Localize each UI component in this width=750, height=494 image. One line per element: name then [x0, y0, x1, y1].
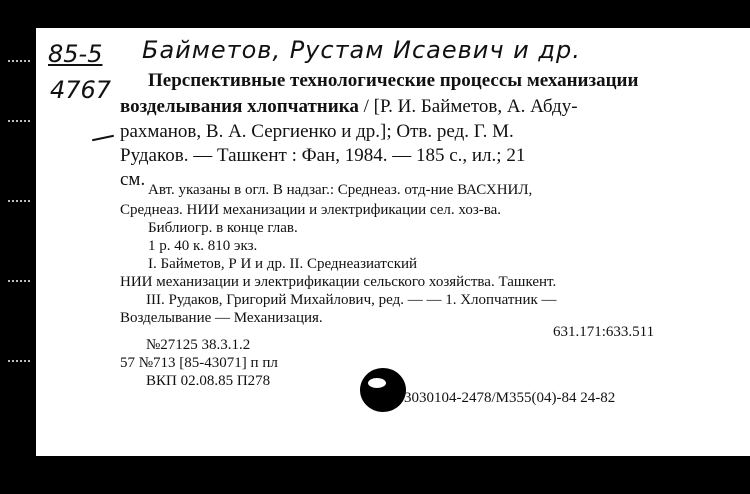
shelfmark-top: 85-5	[48, 40, 103, 68]
title-bold-part: возделывания хлопчатника	[120, 96, 359, 117]
record-registration: ВКП 02.08.85 П278	[146, 373, 271, 389]
title-line-1: Перспективные технологические процессы механизации	[148, 70, 639, 91]
note-institute: Среднеаз. НИИ механизации и электрификации сел. хоз-ва.	[120, 202, 502, 218]
description-line-5: см.	[120, 169, 146, 190]
note-added-entries-1: I. Байметов, Р И и др. II. Среднеазиатский	[148, 256, 418, 272]
record-number: №27125 38.3.1.2	[146, 337, 251, 353]
title-line-2	[120, 96, 578, 118]
record-order: 57 №713 [85-43071] п пл	[120, 355, 278, 371]
note-authors: Авт. указаны в огл. В надзаг.: Среднеаз. отд-ние ВАСХНИЛ,	[148, 182, 533, 198]
note-subjects: Возделывание — Механизация.	[120, 310, 323, 326]
note-bibliography: Библиогр. в конце глав.	[148, 220, 298, 236]
ink-blot	[360, 368, 406, 412]
handwritten-author-note: Байметов, Рустам Исаевич и др.	[142, 36, 581, 64]
note-price: 1 р. 40 к. 810 экз.	[148, 238, 258, 254]
title-authors: / [Р. И. Байметов, А. Абду-	[358, 96, 578, 117]
description-line-4: Рудаков. — Ташкент : Фан, 1984. — 185 с., ил.; 21	[120, 145, 526, 166]
scan-left-edge	[0, 0, 36, 494]
description-line-3: рахманов, В. А. Сергиенко и др.]; Отв. ред. Г. М.	[120, 121, 514, 142]
classification-code: 631.171:633.511	[553, 324, 655, 340]
note-added-entries-2: НИИ механизации и электрификации сельского хозяйства. Ташкент.	[120, 274, 557, 290]
shelfmark-bottom: 4767	[50, 76, 112, 104]
publication-code: 3030104-2478/М355(04)-84 24-82	[404, 390, 616, 406]
scan-bottom-edge	[0, 456, 750, 494]
note-added-entries-3: III. Рудаков, Григорий Михайлович, ред. — — 1. Хлопчатник —	[146, 292, 557, 308]
